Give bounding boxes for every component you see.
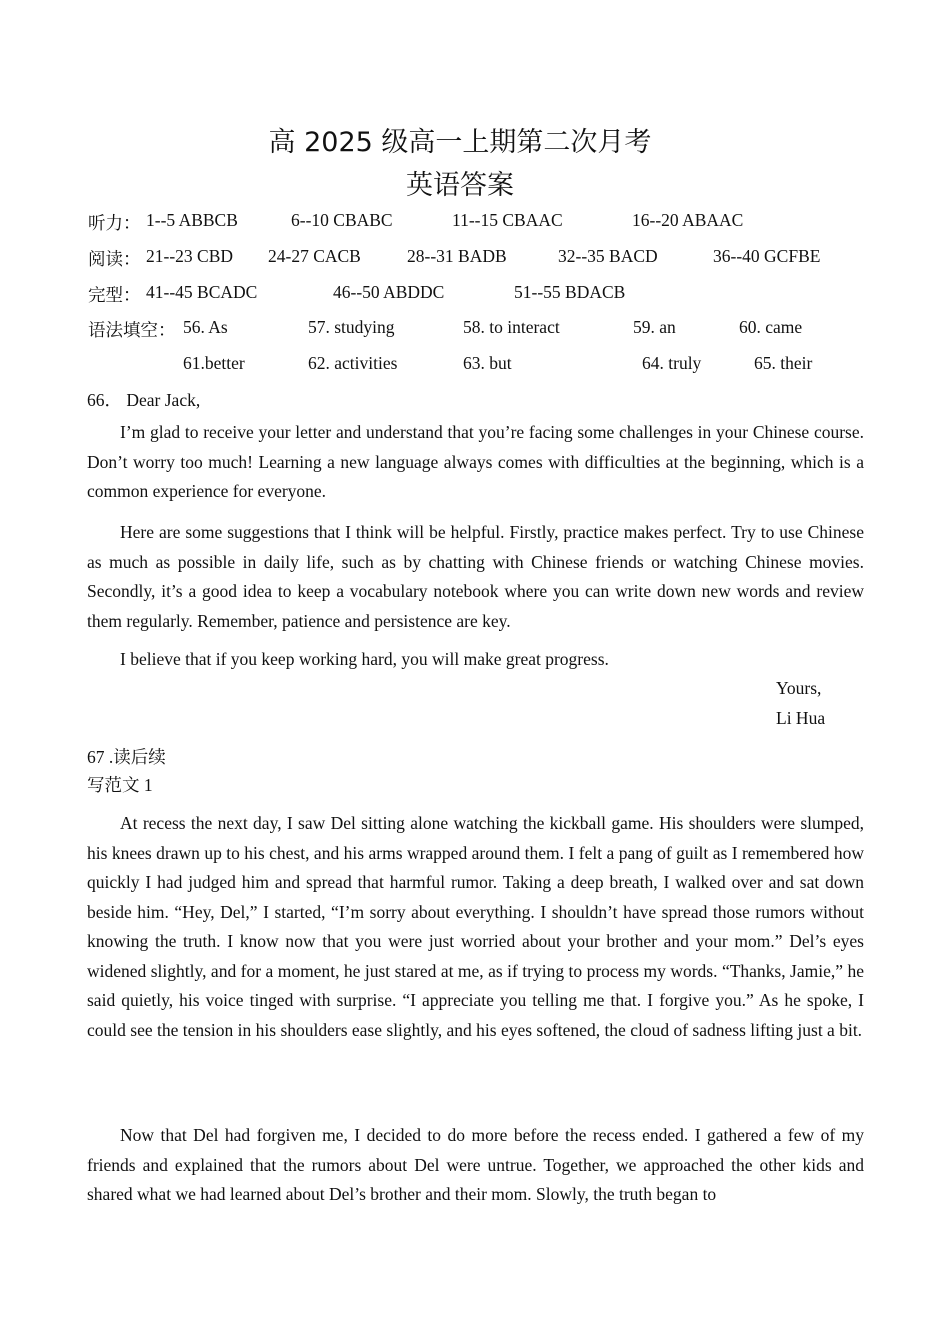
- listening-answer-group: 6--10 CBABC: [291, 210, 393, 230]
- grammar-answer: 65. their: [754, 353, 813, 373]
- exam-subtitle: 英语答案: [406, 170, 514, 201]
- letter-closing: Yours,: [776, 678, 822, 698]
- listening-label: 听力：: [88, 213, 141, 233]
- continuation-paragraph: Now that Del had forgiven me, I decided to do more before the recess ended. I gathered a few of my friends and explained that the rumors about Del were untrue. Together, we approached the other kids and shared what we had learned about Del’s brother and their mom. Slowly, the truth began to: [87, 1125, 864, 1204]
- letter-paragraph: I’m glad to receive your letter and understand that you’re facing some challenges in your Chinese course. Don’t worry too much! Learning a new language always comes with difficulties at the beginning, which is a common experience for everyone.: [87, 422, 864, 501]
- cloze-answer-group: 46--50 ABDDC: [333, 282, 445, 302]
- grammar-answer: 60. came: [739, 317, 803, 337]
- cloze-answer-group: 51--55 BDACB: [514, 282, 626, 302]
- letter-paragraph: Here are some suggestions that I think will be helpful. Firstly, practice makes perfect. Try to use Chinese as much as possible in daily life, such as by chatting with Chinese friends or watching Chinese movies. Secondly, it’s a good idea to keep a vocabulary notebook where you can write down new words and review them regularly. Remember, patience and persistence are key.: [87, 522, 864, 631]
- continuation-paragraph: At recess the next day, I saw Del sitting alone watching the kickball game. His shoulders were slumped, his knees drawn up to his chest, and his arms wrapped around them. I felt a pang of guilt as I remembered how quickly I had judged him and spread that harmful rumor. Taking a deep breath, I walked over and sat down beside him. “Hey, Del,” I started, “I’m sorry about everything. I shouldn’t have spread those rumors without knowing the truth. I know now that you were just worried about your brother and your mom.” Del’s eyes widened slightly, and for a moment, he just stared at me, as if trying to process my words. “Thanks, Jamie,” he said quietly, his voice tinged with surprise. “I appreciate you telling me that. I forgive you.” As he spoke, I could see the tension in his shoulders ease slightly, and his eyes softened, the cloud of sadness lifting just a bit.: [87, 813, 864, 1040]
- listening-answer-group: 16--20 ABAAC: [632, 210, 744, 230]
- letter-heading: 66． Dear Jack,: [87, 390, 201, 410]
- grammar-answer: 64. truly: [642, 353, 702, 373]
- reading-answer-group: 24-27 CACB: [268, 246, 361, 266]
- reading-answer-group: 28--31 BADB: [407, 246, 507, 266]
- grammar-answer: 62. activities: [308, 353, 398, 373]
- reading-answer-group: 21--23 CBD: [146, 246, 234, 266]
- exam-title: 高 2025 级高一上期第二次月考: [268, 127, 652, 158]
- letter-signature: Li Hua: [776, 708, 826, 728]
- listening-answer-group: 11--15 CBAAC: [452, 210, 563, 230]
- letter-paragraph: I believe that if you keep working hard, you will make great progress.: [120, 649, 609, 669]
- grammar-answer: 61.better: [183, 353, 245, 373]
- continuation-subheading: 写范文 1: [87, 775, 153, 795]
- listening-answer-group: 1--5 ABBCB: [146, 210, 238, 230]
- reading-answer-group: 32--35 BACD: [558, 246, 658, 266]
- reading-answer-group: 36--40 GCFBE: [713, 246, 821, 266]
- grammar-answer: 56. As: [183, 317, 228, 337]
- grammar-answer: 57. studying: [308, 317, 395, 337]
- reading-label: 阅读：: [88, 249, 141, 269]
- cloze-answer-group: 41--45 BCADC: [146, 282, 258, 302]
- cloze-label: 完型：: [88, 285, 141, 305]
- continuation-heading: 67 .读后续: [87, 747, 166, 767]
- grammar-label: 语法填空：: [88, 320, 176, 340]
- grammar-answer: 59. an: [633, 317, 676, 337]
- grammar-answer: 63. but: [463, 353, 512, 373]
- grammar-answer: 58. to interact: [463, 317, 560, 337]
